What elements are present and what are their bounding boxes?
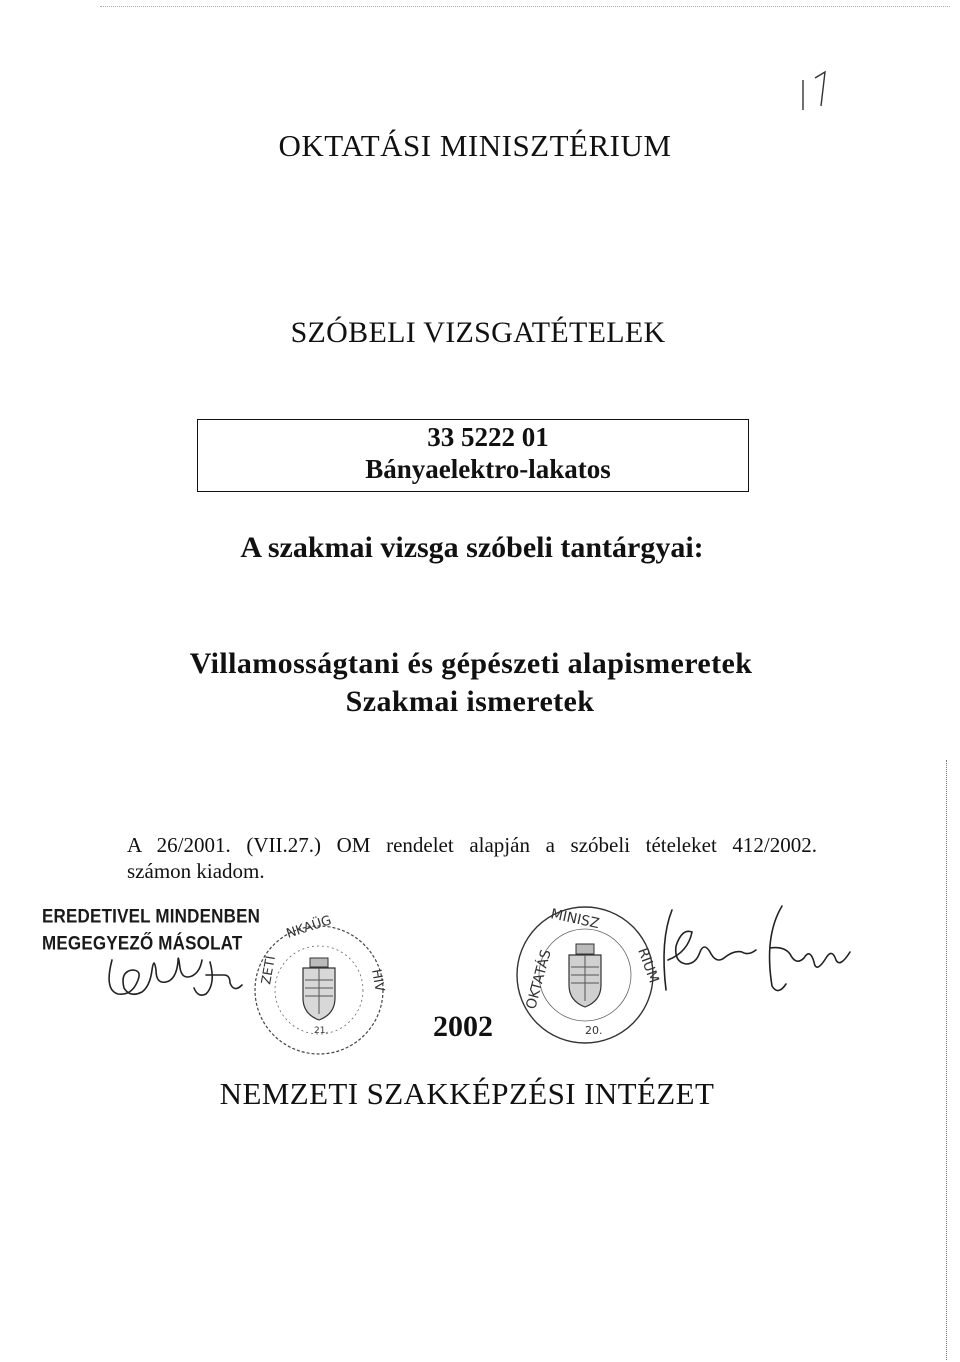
qualification-code: 33 5222 01 [427, 422, 549, 452]
decree-text-line-1: A 26/2001. (VII.27.) OM rendelet alapján a szóbeli tételeket 412/2002. [127, 833, 817, 857]
right-official-seal [517, 906, 662, 1043]
trade-name: Bányaelektro-lakatos [365, 454, 611, 484]
coat-of-arms-icon [569, 955, 601, 1007]
svg-text:NKAÜG: NKAÜG [284, 913, 334, 942]
qualification-box [197, 419, 749, 492]
svg-text:HIV: HIV [368, 968, 387, 993]
director-signature [664, 906, 850, 991]
svg-text:ZETI: ZETI [259, 954, 279, 986]
subject-item: Szakmai ismeretek [345, 685, 595, 718]
institute-name: NEMZETI SZAKKÉPZÉSI INTÉZET [219, 1076, 715, 1111]
svg-text:MINISZ: MINISZ [549, 906, 601, 933]
decree-text-line-2: számon kiadom. [127, 859, 265, 883]
coat-of-arms-icon [303, 968, 335, 1020]
certification-stamp-line-2: MEGEGYEZŐ MÁSOLAT [42, 932, 243, 954]
left-seal-number: 21. [314, 1026, 329, 1036]
left-official-seal [255, 911, 387, 1054]
ministry-heading: OKTATÁSI MINISZTÉRIUM [278, 128, 672, 163]
subjects-heading: A szakmai vizsga szóbeli tantárgyai: [240, 531, 704, 564]
svg-text:OKTATÁS: OKTATÁS [523, 947, 555, 1012]
document-title: SZÓBELI VIZSGATÉTELEK [290, 316, 666, 349]
right-seal-number: 20. [585, 1024, 603, 1037]
certification-stamp-line-1: EREDETIVEL MINDENBEN [42, 905, 261, 927]
svg-text:RIUM: RIUM [634, 945, 662, 986]
handwritten-page-number [793, 76, 830, 110]
scan-margin-line [946, 760, 947, 1360]
scan-edge-line [100, 6, 950, 7]
certifier-signature [109, 958, 242, 995]
subject-item: Villamosságtani és gépészeti alapismeretek [189, 647, 753, 680]
issue-year: 2002 [433, 1010, 493, 1043]
